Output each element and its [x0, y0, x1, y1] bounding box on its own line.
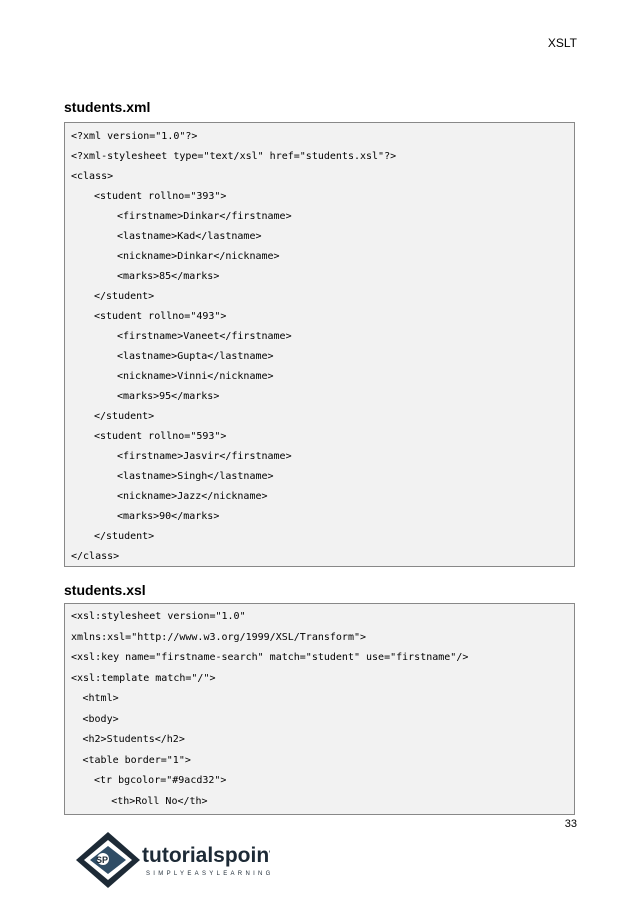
code-line: </student> [94, 531, 155, 542]
page-number: 33 [564, 818, 577, 830]
code-line: <firstname>Dinkar</firstname> [117, 211, 292, 222]
code-line: <th>Roll No</th> [111, 795, 208, 807]
section-title-xml: students.xml [64, 99, 151, 115]
code-line: <html> [82, 693, 119, 704]
header-title: XSLT [547, 36, 577, 50]
code-line: </class> [71, 551, 120, 562]
svg-text:tutorialspoint: tutorialspoint [142, 844, 270, 867]
code-line: <student rollno="593"> [94, 431, 227, 442]
code-line: <lastname>Gupta</lastname> [117, 351, 274, 362]
code-line: <xsl:template match="/"> [71, 672, 216, 684]
code-box-xml [64, 122, 575, 567]
code-line: <body> [82, 713, 119, 725]
tutorialspoint-logo [70, 828, 270, 892]
code-line: <nickname>Dinkar</nickname> [117, 251, 280, 262]
code-line: </student> [94, 411, 155, 422]
code-line: </student> [94, 291, 155, 302]
code-line: <nickname>Jazz</nickname> [117, 491, 268, 502]
svg-text:SP: SP [96, 855, 109, 865]
code-line: <class> [71, 171, 114, 182]
code-line: <xsl:key name="firstname-search" match="student" use="firstname"/> [71, 652, 469, 663]
code-line: <lastname>Kad</lastname> [117, 231, 262, 242]
code-line: xmlns:xsl="http://www.w3.org/1999/XSL/Transform"> [71, 631, 367, 643]
code-line: <marks>85</marks> [117, 271, 220, 282]
code-line: <marks>95</marks> [117, 391, 220, 402]
code-line: <lastname>Singh</lastname> [117, 471, 274, 482]
code-box-xsl [64, 603, 575, 815]
code-line: <?xml-stylesheet type="text/xsl" href="students.xsl"?> [71, 151, 397, 162]
section-title-xsl: students.xsl [64, 582, 146, 598]
code-line: <xsl:stylesheet version="1.0" [71, 611, 246, 622]
code-line: <student rollno="493"> [94, 311, 227, 322]
code-line: <firstname>Jasvir</firstname> [117, 451, 292, 462]
code-line: <tr bgcolor="#9acd32"> [94, 775, 227, 786]
code-line: <nickname>Vinni</nickname> [117, 371, 274, 382]
code-line: <h2>Students</h2> [82, 734, 185, 745]
code-line: <marks>90</marks> [117, 511, 220, 522]
code-line: <table border="1"> [82, 754, 191, 766]
code-line: <?xml version="1.0"?> [71, 131, 198, 142]
svg-text:SIMPLYEASYLEARNING: SIMPLYEASYLEARNING [146, 871, 270, 877]
code-line: <student rollno="393"> [94, 191, 227, 202]
code-line: <firstname>Vaneet</firstname> [117, 331, 292, 342]
logo-mark-icon [70, 828, 270, 892]
